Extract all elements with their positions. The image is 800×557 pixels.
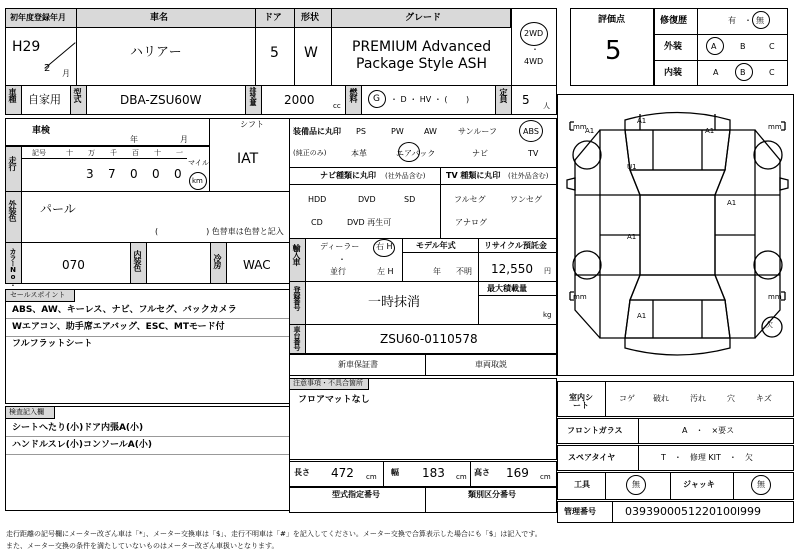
reg-month-unit: 月 [62,69,70,78]
disp-value: 2000 [284,93,315,107]
sales-line3: フルフラットシート [12,339,93,349]
colorno-value: 070 [62,258,85,272]
shift-label: シフト [240,120,264,129]
typeno-div [425,487,426,513]
typeno-label: 型式指定番号 [332,490,380,499]
import-div2 [478,238,479,282]
ac-value: WAC [243,258,271,272]
mileage-h4: 百 [132,149,139,157]
mileage-d0: 3 [86,167,94,181]
diag-mark-a1-rear: A1 [637,312,647,320]
color-note: ( ) 色替車は色替と記入 [155,227,284,236]
ac-label: 冷房 [213,254,222,268]
diag-mm-rr: mm [768,293,782,301]
tools-label: 工具 [574,480,590,489]
disp-label: 排気量 [249,87,257,105]
nav-sub: (社外品含む) [385,172,426,180]
usage-value: 自家用 [28,93,61,106]
diag-mark-a1-hood-r: A1 [705,127,715,135]
grade-line2: Package Style ASH [356,56,488,72]
typeno-box [289,487,557,513]
model-label: 型式 [73,88,82,102]
equip-sunroof: サンルーフ [458,127,497,136]
inspector-line2: ハンドルスレ(小)コンソールA(小) [12,440,152,450]
import-dot: ・ [338,255,346,264]
warranty-box [289,354,557,376]
chassis-label: 車台番号 [293,326,301,350]
height-value: 169 [506,466,529,480]
equip-sub: (純正のみ) [293,149,327,157]
grade-line1: PREMIUM Advanced [352,39,492,55]
seat-item-1: 破れ [653,394,669,403]
import-left: 左 H [377,267,394,276]
drive-2wd: 2WD [524,29,544,38]
repair-opt1: 有 [728,16,736,25]
catno-label: 類別区分番号 [468,490,516,499]
length-unit: cm [366,473,377,481]
height-unit: cm [540,473,551,481]
recycle-value: 12,550 [491,262,533,276]
inspection-month: 月 [180,135,188,144]
seat-div [605,381,606,417]
equip-aw: AW [424,127,437,136]
spare-value: T ・ 修理 KIT ・ 欠 [661,453,753,462]
nav-dvd: DVD [358,195,376,204]
nav-hdr-rule [289,184,557,185]
drive-dot: ・ [531,45,539,54]
load-unit: kg [543,311,552,319]
recycle-label: リサイクル預託金 [484,241,547,250]
cap-value: 5 [522,93,530,107]
import-dealer: ディーラー [320,242,360,251]
height-label: 高さ [474,468,490,477]
fuel-label: 燃料 [349,88,358,102]
drive-4wd: 4WD [524,57,544,66]
length-value: 472 [331,466,354,480]
rating-row1 [654,34,788,35]
diag-mark-a1-hood-l: A1 [585,127,595,135]
inspector-line1: シートへたり(小)ドア内張A(小) [12,423,144,433]
sales-rule1 [5,318,290,319]
mgmt-value: 0393900051220100l999 [625,505,762,518]
warranty-div [425,354,426,376]
color-value: パール [40,202,76,216]
tools-div1 [605,472,606,500]
mileage-label: 走行 [8,156,17,170]
color-label: 外装色 [8,200,17,221]
interior-label: 内装 [664,68,683,78]
equip-pw: PW [391,127,404,136]
car-name-value: ハリアー [130,45,182,60]
width-value: 183 [422,466,445,480]
tools-div3 [733,472,734,500]
seat-item-4: キズ [756,394,772,403]
footer-line2: また、メーター交換の条件を満たしていないものはメーター改ざん車扱いとなります。 [6,542,279,550]
diag-mark-a1-front: A1 [637,117,647,125]
load-label: 最大積載量 [487,284,527,293]
sales-rule2 [5,336,290,337]
mileage-d1: 7 [108,167,116,181]
jack-value: 無 [757,480,765,489]
warranty-label: 新車保証書 [338,360,378,369]
mileage-h2: 万 [88,149,95,157]
modelyear-year: 年 [433,267,441,276]
jack-label: ジャッキ [683,480,715,489]
equip-airbag: エアバック [396,149,436,158]
equip-label: 装備品に丸印 [293,127,341,136]
model-value: DBA-ZSU60W [120,93,202,107]
import-div1 [402,238,403,282]
load-hdr-rule [478,295,557,296]
mileage-h5: 十 [154,149,161,157]
fuel-rest: ・ D ・ HV ・ ( ) [390,95,470,104]
equip-leather: 本革 [351,149,367,158]
usage-label: 車種 [8,88,17,102]
diag-mm-fl: mm [573,123,587,131]
disp-unit: cc [333,102,341,110]
diag-mm-fr: mm [768,123,782,131]
notes-value: フロアマットなし [298,395,370,405]
reg-year-label: 初年度登録年月 [10,13,66,22]
diag-mark-a1-side-r: A1 [727,199,737,207]
seat-item-2: 汚れ [690,394,706,403]
usage-row [5,85,557,115]
spare-label: スペアタイヤ [568,453,616,462]
diag-ketsu: 欠 [766,321,773,329]
repair-label: 修復歴 [660,16,688,26]
mileage-km: km [192,177,203,185]
inspector-label: 検査記入欄 [9,408,44,416]
interior-c: C [769,68,775,77]
dims-div2 [470,461,471,487]
insp-rule1 [5,436,290,437]
fuel-g: G [373,94,380,104]
nav-label: ナビ種類に丸印 [320,171,376,180]
tools-div2 [670,472,671,500]
tv-oneseg: ワンセグ [510,195,542,204]
car-name-label: 車名 [150,13,169,23]
modelyear-label: モデル年式 [416,241,456,250]
import-hdr-rule [402,252,557,253]
mileage-mile: マイル [188,159,209,167]
tv-fullseg: フルセグ [454,195,486,204]
score-value: 5 [605,36,622,66]
inspection-year: 年 [130,135,138,144]
seat-item-3: 穴 [727,394,735,403]
nav-hdd: HDD [308,195,327,204]
rating-row2 [654,60,788,61]
shape-label: 形状 [301,13,320,23]
car-diagram [565,100,790,368]
regno-label: 登録番号 [293,286,301,310]
grade-label: グレード [405,13,442,23]
exterior-b: B [740,42,746,51]
regno-value: 一時抹消 [368,295,421,310]
sales-line1: ABS、AW、キーレス、ナビ、フルセグ、バックカメラ [12,305,237,315]
diag-mark-u1: U1 [627,163,637,171]
import-parallel: 並行 [330,267,346,276]
chassis-value: ZSU60-0110578 [380,332,478,346]
notes-box [289,378,557,460]
reg-year-era: H29 [12,39,41,55]
equip-tv: TV [528,149,539,158]
inspector-box [5,406,290,511]
mileage-d2: 0 [130,167,138,181]
seat-item-0: コゲ [619,394,635,403]
insp-rule2 [5,454,290,455]
spare-div [638,445,639,471]
equip-abs: ABS [523,127,539,136]
inspection-label: 車検 [32,126,51,136]
drive-divider [511,8,512,86]
regno-div [478,281,479,325]
modelyear-unknown: 不明 [456,267,472,276]
mgmt-div [612,501,613,523]
intcolor-label: 内装色 [133,250,142,271]
mileage-h1: 十 [66,149,73,157]
length-label: 長さ [294,468,310,477]
door-label: ドア [264,13,282,23]
rating-col [697,8,698,86]
score-label: 評価点 [598,15,626,25]
cap-unit: 人 [543,102,550,110]
width-unit: cm [456,473,467,481]
import-right: 右 H [376,242,393,251]
repair-sep: ・ [744,16,752,25]
mileage-d3: 0 [152,167,160,181]
manual-label: 車両取説 [475,360,507,369]
seat-label: 室内シート [569,393,593,410]
equip-navi: ナビ [472,149,488,158]
tv-label: TV 種類に丸印 [446,171,501,180]
exterior-a: A [711,42,717,51]
tv-analog: アナログ [455,218,487,227]
sales-label: セールスポイント [10,291,66,299]
colorno-label: カラーNo. [9,248,17,287]
shift-value: IAT [237,151,259,167]
repair-opt2: 無 [756,16,764,25]
interior-a: A [713,68,719,77]
import-label: 輸入車 [292,244,301,265]
dims-div1 [383,461,384,487]
mileage-d4: 0 [174,167,182,181]
mileage-h0: 記号 [32,149,46,157]
cap-label: 定員 [499,88,508,102]
tv-sub: (社外品含む) [508,172,549,180]
reg-month: 2 [44,63,51,74]
width-label: 幅 [391,468,399,477]
glass-label: フロントガラス [567,426,623,435]
recycle-unit: 円 [544,267,551,275]
diag-mark-a1-side-l: A1 [627,233,637,241]
notes-label: 注意事項・不具合箇所 [293,379,363,387]
glass-div [638,418,639,444]
footer-line1: 走行距離の記号欄にメーター改ざん車は「*」、メーター交換車は「$」、走行不明車は「#」を記入してください。メーター交換で合算表示した場合にも「$」は記入です。 [6,530,542,538]
glass-value: A ・ ×要ス [682,426,735,435]
diag-mm-rl: mm [573,293,587,301]
door-value: 5 [270,45,279,61]
equip-box [289,118,557,168]
exterior-label: 外装 [664,42,683,52]
nav-cd: CD [311,218,323,227]
equip-ps: PS [356,127,366,136]
mileage-h3: 千 [110,149,117,157]
mileage-h6: 一 [176,149,183,157]
sales-line2: Wエアコン、助手席エアバッグ、ESC、MTモード付 [12,322,225,332]
mgmt-label: 管理番号 [564,507,596,516]
nav-dvdplay: DVD 再生可 [347,218,392,227]
tools-value: 無 [632,480,640,489]
exterior-c: C [769,42,775,51]
shape-value: W [304,45,318,61]
nav-tv-divider [440,167,441,239]
interior-b: B [740,68,746,77]
nav-sd: SD [404,195,416,204]
mileage-hline [22,158,187,159]
